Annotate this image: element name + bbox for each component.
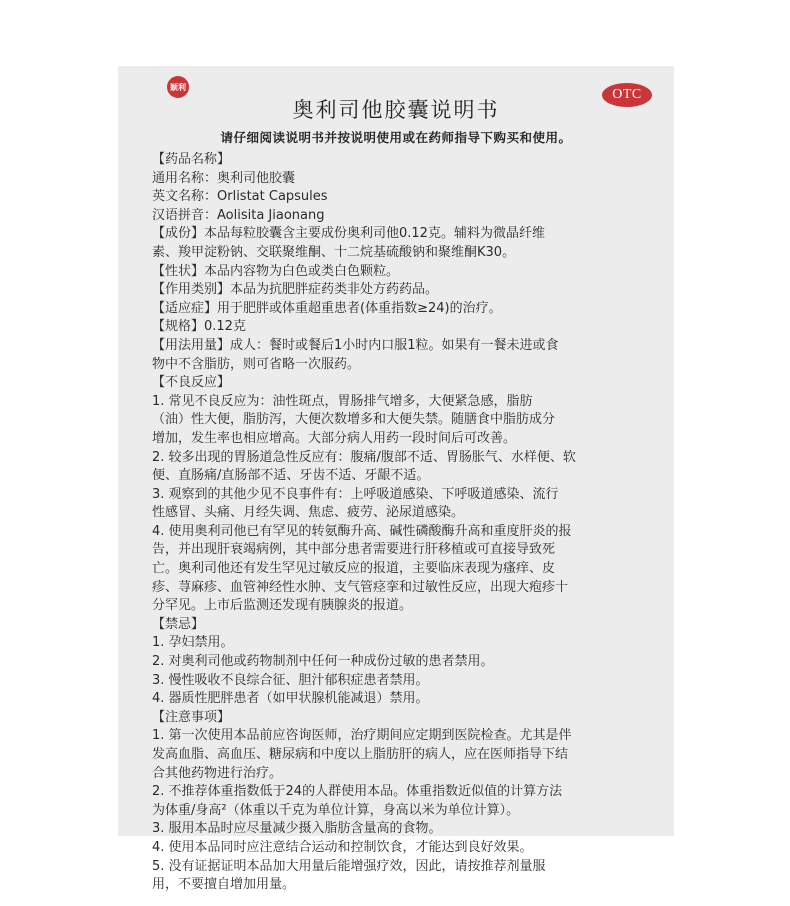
text-line: 【适应症】用于肥胖或体重超重患者(体重指数≥24)的治疗。: [152, 300, 502, 316]
seal-text: 颖利: [170, 81, 186, 92]
instruction-body: [152, 151, 652, 895]
text-line: 为体重/身高²（体重以千克为单位计算，身高以米为单位计算）。: [152, 802, 520, 818]
text-line: 4. 器质性肥胖患者（如甲状腺机能减退）禁用。: [152, 691, 429, 707]
otc-badge: OTC: [602, 83, 652, 107]
text-line: 【药品名称】: [152, 152, 231, 167]
text-line: 【禁忌】: [152, 616, 205, 632]
document-subtitle: 请仔细阅读说明书并按说明使用或在药师指导下购买和使用。: [220, 130, 572, 145]
text-line: 【作用类别】本品为抗肥胖症药类非处方药药品。: [152, 282, 439, 298]
text-line: （油）性大便，脂肪泻，大便次数增多和大便失禁。随膳食中脂肪成分: [152, 412, 556, 428]
text-line: 性感冒、头痛、月经失调、焦虑、疲劳、泌尿道感染。: [152, 505, 465, 521]
instruction-sheet: [118, 66, 674, 893]
text-line: 分罕见。上市后监测还发现有胰腺炎的报道。: [152, 598, 413, 614]
text-line: 1. 常见不良反应为：油性斑点，胃肠排气增多，大便紧急感，脂肪: [152, 393, 533, 409]
text-line: 5. 没有证据证明本品加大用量后能增强疗效，因此，请按推荐剂量服: [152, 858, 546, 874]
text-line: 1. 孕妇禁用。: [152, 635, 234, 651]
text-line: 汉语拼音：Aolisita Jiaonang: [152, 207, 325, 223]
text-line: 2. 对奥利司他或药物制剂中任何一种成份过敏的患者禁用。: [152, 654, 494, 670]
text-line: 4. 使用奥利司他已有罕见的转氨酶升高、碱性磷酸酶升高和重度肝炎的报: [152, 523, 572, 539]
document-title: 奥利司他胶囊说明书: [292, 98, 500, 122]
text-line: 【成份】本品每粒胶囊含主要成份奥利司他0.12克。辅料为微晶纤维: [152, 226, 545, 242]
text-line: 【注意事项】: [152, 709, 231, 725]
text-line: 物中不含脂肪，则可省略一次服药。: [152, 356, 361, 372]
text-line: 增加，发生率也相应增高。大部分病人用药一段时间后可改善。: [152, 430, 517, 446]
text-line: 3. 慢性吸收不良综合征、胆汁郁积症患者禁用。: [152, 672, 429, 688]
text-line: 2. 较多出现的胃肠道急性反应有：腹痛/腹部不适、胃肠胀气、水样便、软: [152, 449, 576, 465]
text-line: 1. 第一次使用本品前应咨询医师，治疗期间应定期到医院检查。尤其是伴: [152, 728, 572, 744]
text-line: 亡。奥利司他还有发生罕见过敏反应的报道，主要临床表现为瘙痒、皮: [152, 561, 556, 577]
text-line: 通用名称：奥利司他胶囊: [152, 170, 296, 186]
text-line: 发高血脂、高血压、糖尿病和中度以上脂肪肝的病人，应在医师指导下结: [152, 747, 569, 762]
text-line: 合其他药物进行治疗。: [152, 765, 283, 781]
text-line: 4. 使用本品同时应注意结合运动和控制饮食，才能达到良好效果。: [152, 839, 533, 855]
text-line: 英文名称：Orlistat Capsules: [152, 189, 328, 205]
text-line: 便、直肠痛/直肠部不适、牙齿不适、牙龈不适。: [152, 468, 430, 484]
text-line: 3. 观察到的其他少见不良事件有：上呼吸道感染、下呼吸道感染、流行: [152, 486, 559, 502]
text-line: 【不良反应】: [152, 375, 231, 391]
text-line: 3. 服用本品时应尽量减少摄入脂肪含量高的食物。: [152, 821, 442, 837]
text-line: 疹、荨麻疹、血管神经性水肿、支气管痉挛和过敏性反应，出现大疱疹十: [152, 579, 569, 595]
text-line: 告，并出现肝衰竭病例，其中部分患者需要进行肝移植或可直接导致死: [152, 542, 556, 558]
text-line: 【性状】本品内容物为白色或类白色颗粒。: [152, 263, 400, 279]
text-line: 用，不要擅自增加用量。: [152, 877, 296, 893]
text-line: 【规格】0.12克: [152, 319, 246, 335]
text-line: 素、羧甲淀粉钠、交联聚维酮、十二烷基硫酸钠和聚维酮K30。: [152, 244, 516, 260]
text-line: 2. 不推荐体重指数低于24的人群使用本品。体重指数近似值的计算方法: [152, 784, 563, 800]
text-line: 【用法用量】成人：餐时或餐后1小时内口服1粒。如果有一餐未进或食: [152, 337, 559, 353]
